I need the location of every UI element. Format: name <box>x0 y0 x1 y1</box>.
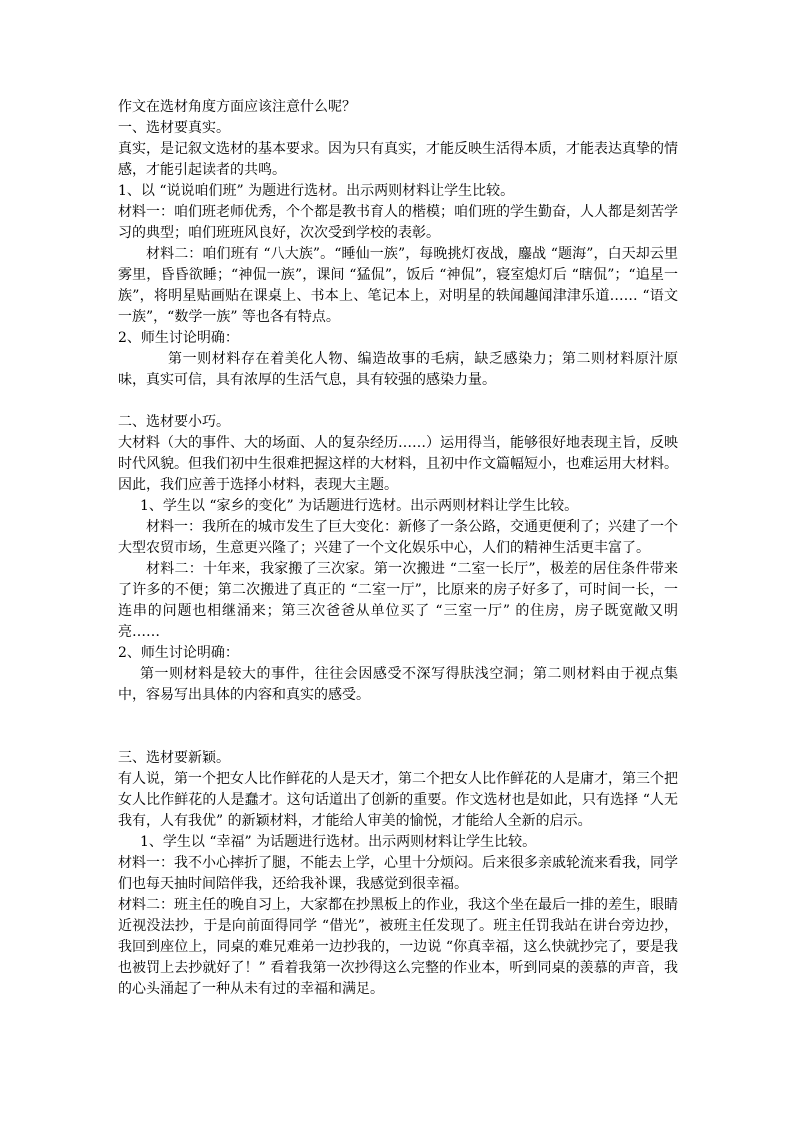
section-2-intro: 大材料（大的事件、大的场面、人的复杂经历……）运用得当，能够很好地表现主旨，反映时代风貌。但我们初中生很难把握这样的大材料，且初中作文篇幅短小，也难运用大材料。因此，我们应善于选择小材料，表现大主题。 <box>118 435 678 493</box>
section-1-intro: 真实，是记叙文选材的基本要求。因为只有真实，才能反映生活得本质，才能表达真挚的情感，才能引起读者的共鸣。 <box>118 141 678 178</box>
section-1-discuss-label: 2、师生讨论明确： <box>118 330 239 346</box>
section-2-discuss-label: 2、师生讨论明确： <box>118 645 239 661</box>
section-3-material-2: 材料二：班主任的晚自习上，大家都在抄黑板上的作业，我这个坐在最后一排的差生，眼睛近视没法抄，于是向前面得同学 “借光”，被班主任发现了。班主任罚我站在讲台旁边抄，我回到座位上，同桌的难兄难弟一边抄我的，一边说 “你真幸福，这么快就抄完了，要是我也被罚上去抄就好了！” 看着我第一次抄得这么完整的作业本，听到同桌的羡慕的声音，我的心头涌起了一种从未有过的幸福和满足。 <box>118 897 678 997</box>
section-1-material-2: 材料二：咱们班有 “八大族”。“睡仙一族”，每晚挑灯夜战，鏖战 “题海”，白天却云里雾里，昏昏欲睡；“神侃一族”，课间 “猛侃”，饭后 “神侃”，寝室熄灯后 “瞎侃”；“追星一族”，将明星贴画贴在课桌上、书本上、笔记本上，对明星的轶闻趣闻津津乐道…… “语文一族”，“数学一族” 等也各有特点。 <box>118 246 678 325</box>
section-3-heading: 三、选材要新颖。 <box>118 750 230 766</box>
document-page <box>118 97 678 1000</box>
section-3-material-1: 材料一：我不小心摔折了腿，不能去上学，心里十分烦闷。后来很多亲戚轮流来看我，同学们也每天抽时间陪伴我，还给我补课，我感觉到很幸福。 <box>118 855 678 892</box>
section-1-material-1: 材料一：咱们班老师优秀，个个都是教书育人的楷模；咱们班的学生勤奋，人人都是刻苦学习的典型；咱们班班风良好，次次受到学校的表彰。 <box>118 204 678 241</box>
section-2-heading: 二、选材要小巧。 <box>118 414 230 430</box>
section-3-intro: 有人说，第一个把女人比作鲜花的人是天才，第二个把女人比作鲜花的人是庸才，第三个把女人比作鲜花的人是蠢才。这句话道出了创新的重要。作文选材也是如此，只有选择 “人无我有，人有我优” 的新颖材料，才能给人审美的愉悦，才能给人全新的启示。 <box>118 771 678 829</box>
section-1-heading: 一、选材要真实。 <box>118 120 230 136</box>
section-2-discuss: 第一则材料是较大的事件，往往会因感受不深写得肤浅空洞；第二则材料由于视点集中，容易写出具体的内容和真实的感受。 <box>118 666 678 703</box>
section-1-discuss: 第一则材料存在着美化人物、编造故事的毛病，缺乏感染力；第二则材料原汁原味，真实可信，具有浓厚的生活气息，具有较强的感染力量。 <box>118 351 678 388</box>
section-2-material-2: 材料二：十年来，我家搬了三次家。第一次搬进 “二室一长厅”，极差的居住条件带来了许多的不便；第二次搬进了真正的 “二室一厅”，比原来的房子好多了，可时间一长，一连串的问题也相继涌来；第三次爸爸从单位买了 “三室一厅” 的住房，房子既宽敞又明亮…… <box>118 561 678 640</box>
section-3-task: 1、学生以 “幸福” 为话题进行选材。出示两则材料让学生比较。 <box>140 834 537 850</box>
document-title: 作文在选材角度方面应该注意什么呢？ <box>118 99 356 115</box>
section-1-task: 1、以 “说说咱们班” 为题进行选材。出示两则材料让学生比较。 <box>118 183 515 199</box>
spacer <box>118 391 678 412</box>
section-2-material-1: 材料一：我所在的城市发生了巨大变化：新修了一条公路，交通更便利了；兴建了一个大型农贸市场，生意更兴隆了；兴建了一个文化娱乐中心，人们的精神生活更丰富了。 <box>118 519 678 556</box>
section-2-task: 1、学生以 “家乡的变化” 为话题进行选材。出示两则材料让学生比较。 <box>140 498 579 514</box>
spacer <box>118 706 678 748</box>
